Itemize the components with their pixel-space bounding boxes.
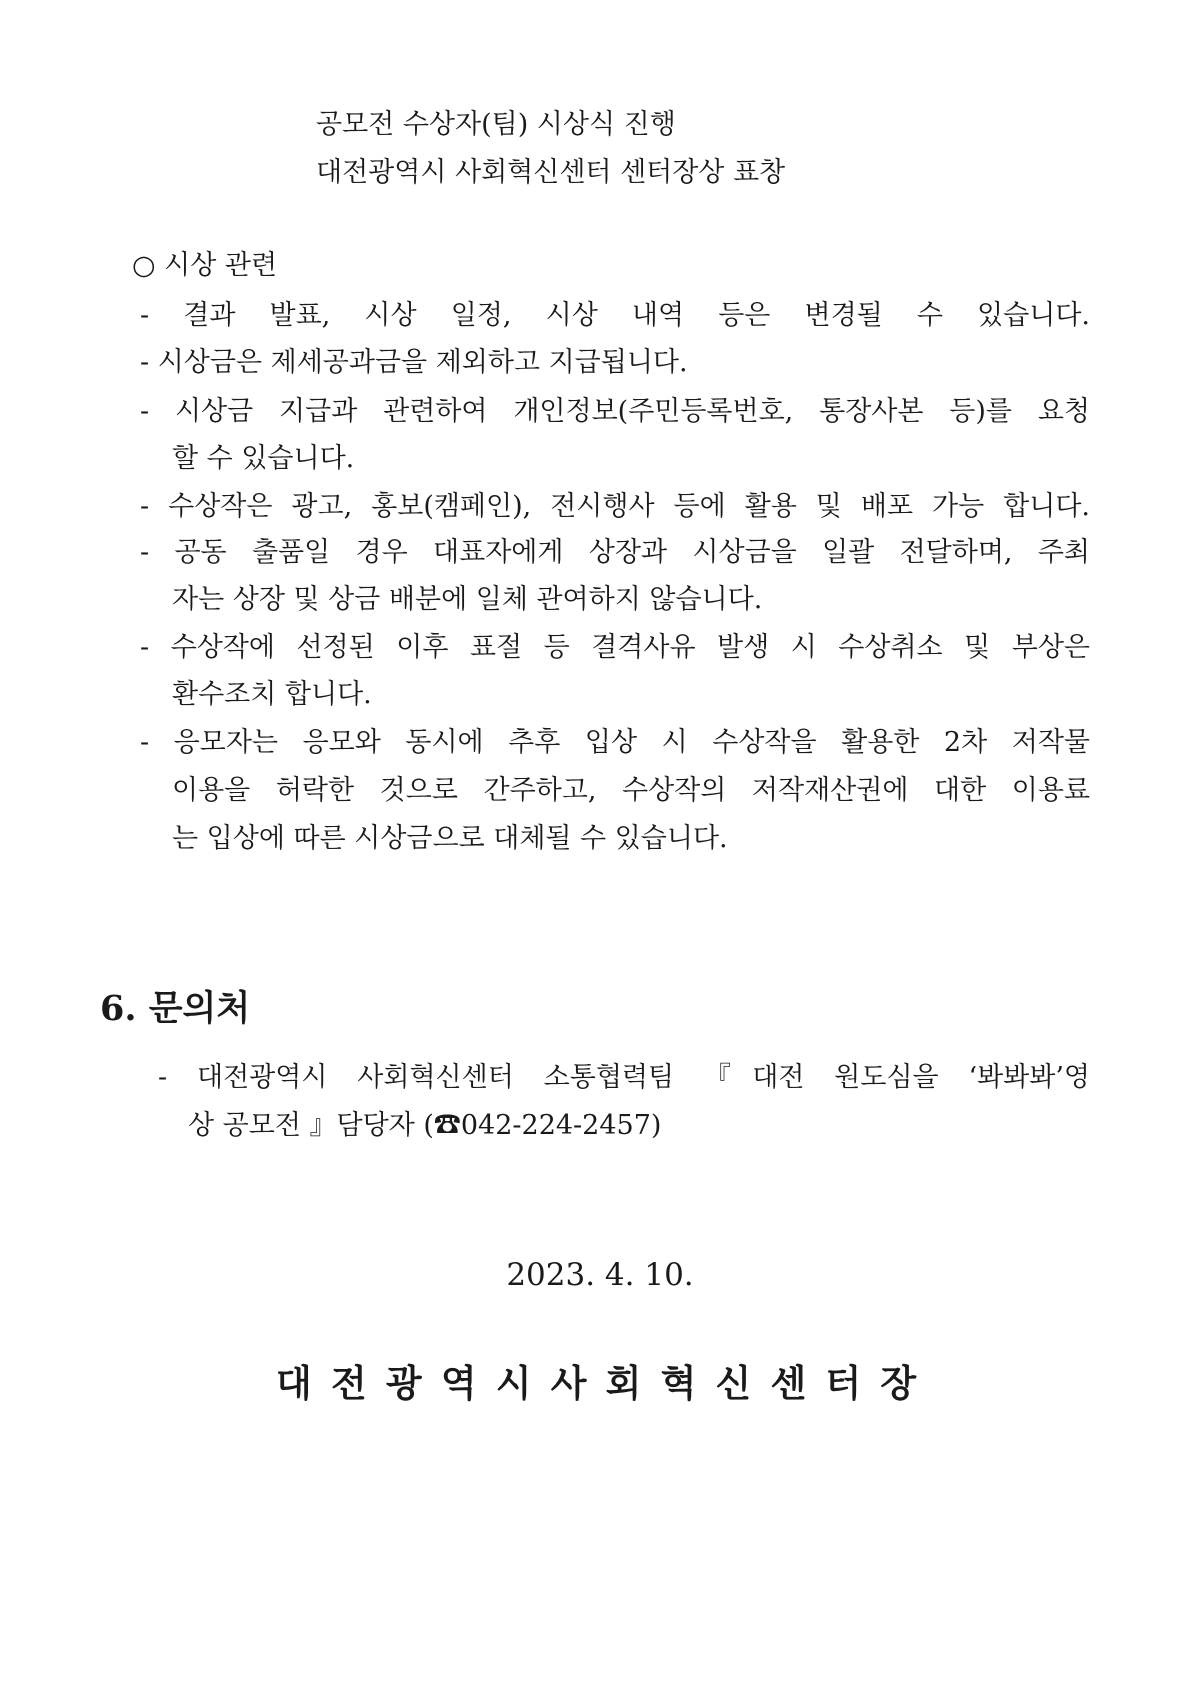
signature-char: 터: [825, 1361, 862, 1405]
contact-line-2: 상 공모전 』담당자 (☎042-224-2457): [188, 1110, 662, 1141]
contact-heading: 6. 문의처: [100, 988, 251, 1029]
signature-char: 혁: [660, 1361, 697, 1405]
prize-bullet-7-cont-1: 이용을 허락한 것으로 간주하고, 수상작의 저작재산권에 대한 이용료: [172, 775, 1090, 806]
prize-bullet-1: - 결과 발표, 시상 일정, 시상 내역 등은 변경될 수 있습니다.: [140, 300, 1090, 331]
prize-bullet-5-cont: 자는 상장 및 상금 배분에 일체 관여하지 않습니다.: [172, 584, 763, 615]
prize-bullet-7-cont-2: 는 입상에 따른 시상금으로 대체될 수 있습니다.: [172, 823, 728, 854]
signature-char: 시: [495, 1361, 532, 1405]
signature-char: 전: [330, 1361, 367, 1405]
prize-bullet-3: - 시상금 지급과 관련하여 개인정보(주민등록번호, 통장사본 등)를 요청: [140, 396, 1090, 427]
prize-bullet-7: - 응모자는 응모와 동시에 추후 입상 시 수상작을 활용한 2차 저작물: [140, 727, 1090, 758]
signature-char: 대: [276, 1361, 312, 1405]
signature-char: 역: [440, 1361, 477, 1405]
prize-bullet-3-cont: 할 수 있습니다.: [172, 443, 355, 474]
prize-section-title: ○ 시상 관련: [132, 250, 278, 281]
prize-bullet-6: - 수상작에 선정된 이후 표절 등 결격사유 발생 시 수상취소 및 부상은: [140, 632, 1090, 663]
award-line-ceremony: 공모전 수상자(팀) 시상식 진행: [316, 109, 676, 140]
prize-bullet-6-cont: 환수조치 합니다.: [172, 679, 372, 710]
signature-char: 사: [550, 1361, 587, 1405]
contact-line-1: - 대전광역시 사회혁신센터 소통협력팀 『대전 원도심을 ‘봐봐봐’영: [158, 1062, 1090, 1093]
signature-char: 장: [880, 1361, 917, 1405]
signature-char: 신: [715, 1361, 752, 1405]
signature-char: 센: [770, 1361, 807, 1405]
document-date: 2023. 4. 10.: [506, 1257, 694, 1293]
issuer-signature: [276, 1360, 916, 1406]
prize-bullet-2: - 시상금은 제세공과금을 제외하고 지급됩니다.: [140, 347, 688, 378]
signature-char: 광: [385, 1361, 422, 1405]
prize-bullet-5: - 공동 출품일 경우 대표자에게 상장과 시상금을 일괄 전달하며, 주최: [140, 537, 1090, 568]
signature-char: 회: [605, 1361, 642, 1405]
award-line-commendation: 대전광역시 사회혁신센터 센터장상 표창: [316, 157, 786, 188]
prize-bullet-4: - 수상작은 광고, 홍보(캠페인), 전시행사 등에 활용 및 배포 가능 합니다.: [140, 491, 1090, 522]
